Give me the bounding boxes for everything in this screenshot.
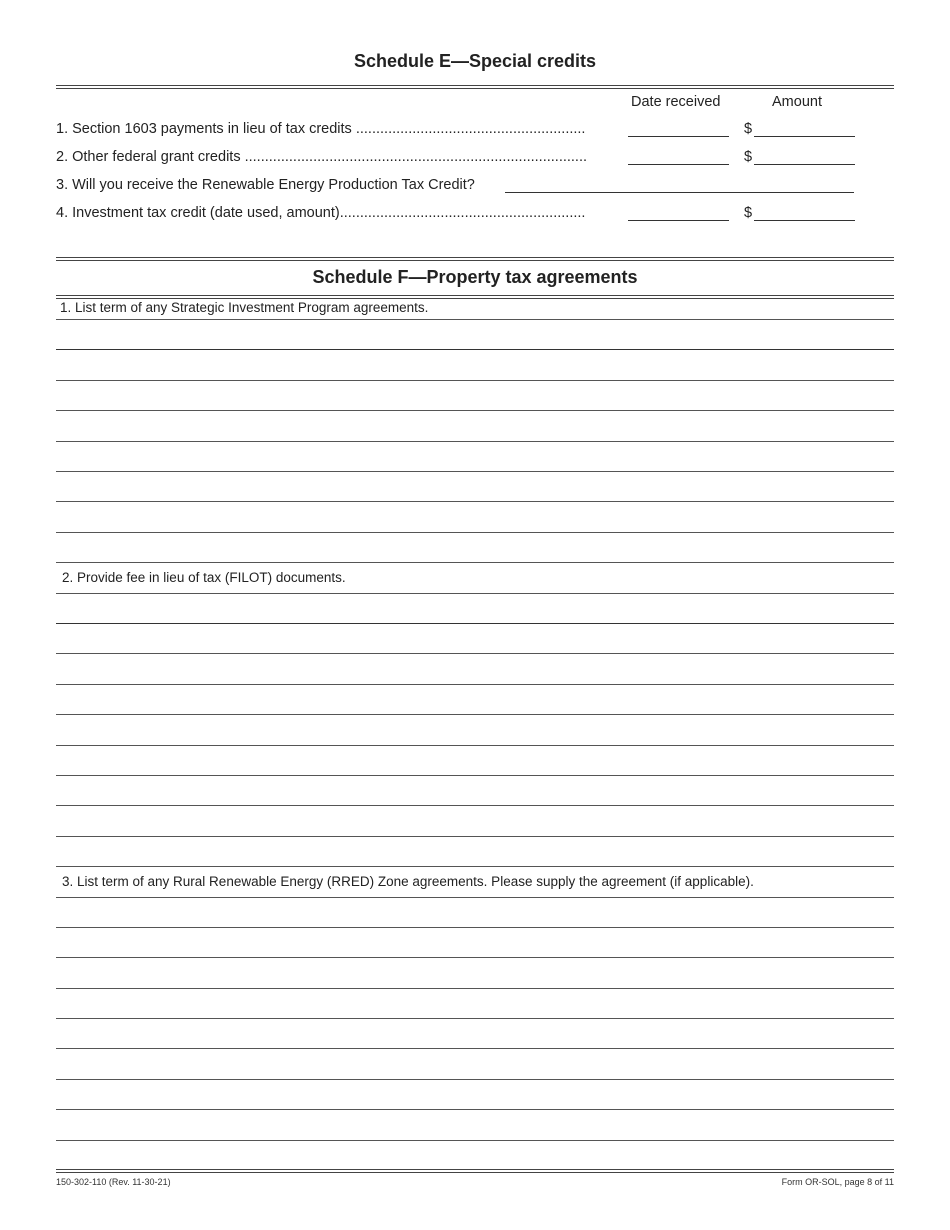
line-4-date-field[interactable] <box>628 220 729 221</box>
answer-line[interactable] <box>56 501 894 502</box>
answer-line[interactable] <box>56 623 894 624</box>
question-2-label: 2. Provide fee in lieu of tax (FILOT) documents. <box>62 570 346 585</box>
answer-line[interactable] <box>56 410 894 411</box>
answer-line[interactable] <box>56 805 894 806</box>
section-divider <box>56 85 894 89</box>
answer-line[interactable] <box>56 349 894 350</box>
answer-line[interactable] <box>56 684 894 685</box>
line-2-date-field[interactable] <box>628 164 729 165</box>
line-3-label: 3. Will you receive the Renewable Energy Production Tax Credit? <box>56 177 475 193</box>
answer-line[interactable] <box>56 1018 894 1019</box>
answer-line[interactable] <box>56 714 894 715</box>
question-1-label: 1. List term of any Strategic Investment Program agreements. <box>60 300 429 315</box>
answer-line[interactable] <box>56 957 894 958</box>
line-1-label: 1. Section 1603 payments in lieu of tax credits ......................................................... <box>56 121 586 137</box>
answer-line[interactable] <box>56 775 894 776</box>
answer-line[interactable] <box>56 836 894 837</box>
schedule-f-title: Schedule F—Property tax agreements <box>312 267 638 287</box>
line-2-label: 2. Other federal grant credits ..................................................................................... <box>56 149 588 165</box>
answer-line[interactable] <box>56 866 894 867</box>
section-divider <box>56 295 894 299</box>
answer-line[interactable] <box>56 745 894 746</box>
line-4-amount-field[interactable] <box>754 220 855 221</box>
line-3-answer-field[interactable] <box>505 192 854 193</box>
schedule-e-title: Schedule E—Special credits <box>353 51 597 71</box>
answer-line[interactable] <box>56 1109 894 1110</box>
page-indicator: Form OR-SOL, page 8 of 11 <box>781 1177 894 1187</box>
answer-line[interactable] <box>56 562 894 563</box>
answer-line[interactable] <box>56 441 894 442</box>
footer-divider <box>56 1169 894 1173</box>
date-received-header: Date received <box>631 94 721 110</box>
answer-line[interactable] <box>56 988 894 989</box>
answer-line[interactable] <box>56 1079 894 1080</box>
form-number: 150-302-110 (Rev. 11-30-21) <box>56 1177 171 1187</box>
answer-line[interactable] <box>56 380 894 381</box>
line-1-amount-field[interactable] <box>754 136 855 137</box>
question-3-label: 3. List term of any Rural Renewable Energy (RRED) Zone agreements. Please supply the agreement (if applicable). <box>62 874 754 889</box>
section-divider <box>56 257 894 261</box>
line-2-amount-field[interactable] <box>754 164 855 165</box>
answer-line[interactable] <box>56 653 894 654</box>
answer-line[interactable] <box>56 1140 894 1141</box>
line-4-dollar-sign: $ <box>744 205 753 221</box>
line-1-date-field[interactable] <box>628 136 729 137</box>
amount-header: Amount <box>772 94 822 110</box>
line-2-dollar-sign: $ <box>744 149 753 165</box>
answer-line <box>56 593 894 594</box>
answer-line <box>56 319 894 320</box>
answer-line <box>56 897 894 898</box>
answer-line[interactable] <box>56 471 894 472</box>
answer-line[interactable] <box>56 532 894 533</box>
line-1-dollar-sign: $ <box>744 121 753 137</box>
answer-line[interactable] <box>56 1048 894 1049</box>
line-4-label: 4. Investment tax credit (date used, amount)............................................................. <box>56 205 586 221</box>
answer-line[interactable] <box>56 927 894 928</box>
